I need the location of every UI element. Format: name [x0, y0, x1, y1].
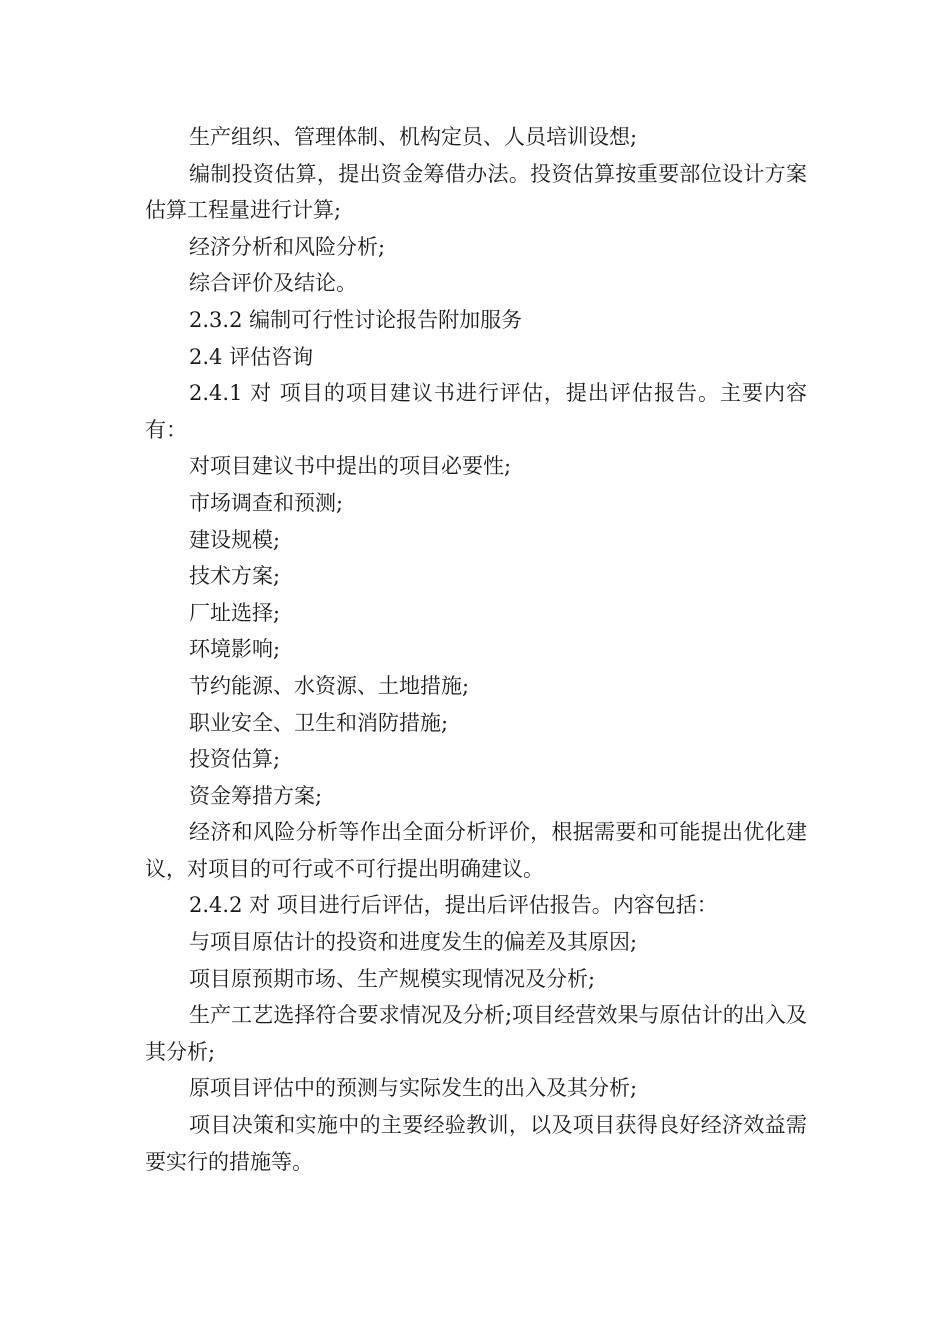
document-body	[145, 119, 807, 1180]
list-item: 对项目建议书中提出的项目必要性;	[189, 454, 512, 479]
section-heading: 2.4 评估咨询	[189, 344, 314, 369]
list-item: 项目原预期市场、生产规模实现情况及分析;	[189, 966, 596, 991]
list-item: 原项目评估中的预测与实际发生的出入及其分析;	[189, 1076, 638, 1101]
list-item: 资金筹措方案;	[189, 783, 323, 808]
section-heading: 2.3.2 编制可行性讨论报告附加服务	[189, 307, 523, 332]
list-item: 技术方案;	[189, 564, 281, 589]
paragraph: 综合评价及结论。	[189, 271, 357, 296]
list-item: 投资估算;	[189, 747, 281, 772]
paragraph: 经济分析和风险分析;	[189, 234, 386, 259]
list-item: 节约能源、水资源、土地措施;	[189, 673, 470, 698]
list-item: 职业安全、卫生和消防措施;	[189, 710, 449, 735]
paragraph: 经济和风险分析等作出全面分析评价，根据需要和可能提出优化建议，对项目的可行或不可行提出明确建议。	[145, 820, 807, 881]
list-item: 建设规模;	[189, 527, 281, 552]
paragraph: 2.4.1 对 项目的项目建议书进行评估，提出评估报告。主要内容有：	[145, 381, 807, 442]
list-item: 市场调查和预测;	[189, 490, 344, 515]
list-item: 生产工艺选择符合要求情况及分析;项目经营效果与原估计的出入及其分析;	[145, 1003, 807, 1064]
list-item: 项目决策和实施中的主要经验教训，以及项目获得良好经济效益需要实行的措施等。	[145, 1113, 807, 1174]
list-item: 环境影响;	[189, 637, 281, 662]
paragraph: 2.4.2 对 项目进行后评估，提出后评估报告。内容包括：	[189, 893, 718, 918]
paragraph: 生产组织、管理体制、机构定员、人员培训设想;	[189, 125, 638, 149]
paragraph: 编制投资估算，提出资金筹借办法。投资估算按重要部位设计方案估算工程量进行计算;	[145, 161, 807, 223]
list-item: 与项目原估计的投资和进度发生的偏差及其原因;	[189, 930, 638, 955]
list-item: 厂址选择;	[189, 600, 281, 625]
